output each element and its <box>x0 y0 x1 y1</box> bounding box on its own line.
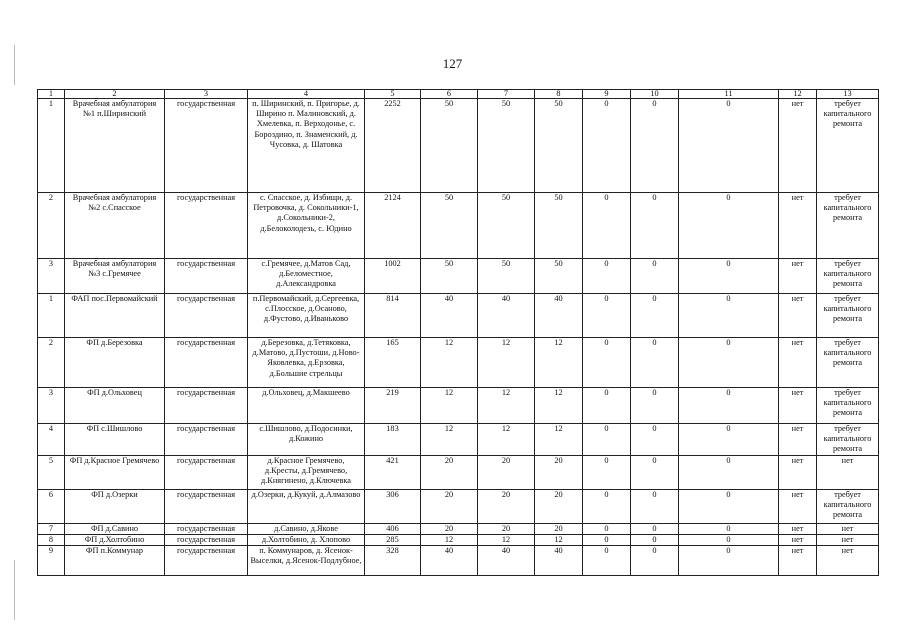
ownership-type: государственная <box>165 455 248 489</box>
value-col-6: 20 <box>421 523 478 534</box>
value-col-12: нет <box>779 489 817 523</box>
value-col-10: 0 <box>631 534 679 545</box>
ownership-type: государственная <box>165 424 248 456</box>
value-col-7: 12 <box>478 534 535 545</box>
served-settlements: д.Красное Гремячево, д.Кресты, д.Гремячево, д.Княгинено, д.Ключевка <box>248 455 365 489</box>
value-col-11: 0 <box>679 99 779 193</box>
population: 183 <box>365 424 421 456</box>
value-col-6: 12 <box>421 338 478 388</box>
value-col-11: 0 <box>679 523 779 534</box>
population: 306 <box>365 489 421 523</box>
repair-status: требует капитального ремонта <box>817 193 879 259</box>
table-row <box>38 534 879 545</box>
column-number: 4 <box>248 90 365 99</box>
value-col-11: 0 <box>679 388 779 424</box>
column-number: 2 <box>65 90 165 99</box>
ownership-type: государственная <box>165 193 248 259</box>
value-col-10: 0 <box>631 99 679 193</box>
table-row <box>38 455 879 489</box>
repair-status: требует капитального ремонта <box>817 424 879 456</box>
facility-name: ФП д.Холтобино <box>65 534 165 545</box>
ownership-type: государственная <box>165 294 248 338</box>
facility-name: ФП д.Красное Гремячево <box>65 455 165 489</box>
value-col-10: 0 <box>631 424 679 456</box>
column-number: 13 <box>817 90 879 99</box>
facilities-table <box>37 89 879 576</box>
value-col-10: 0 <box>631 455 679 489</box>
value-col-11: 0 <box>679 193 779 259</box>
value-col-7: 40 <box>478 294 535 338</box>
value-col-7: 20 <box>478 455 535 489</box>
facility-name: Врачебная амбулатория №3 с.Гремячее <box>65 259 165 294</box>
population: 421 <box>365 455 421 489</box>
facility-name: ФП д.Ольховец <box>65 388 165 424</box>
value-col-8: 12 <box>535 388 583 424</box>
value-col-7: 12 <box>478 424 535 456</box>
served-settlements: п. Ширинский, п. Пригорье, д. Ширино п. Малиновский, д. Хмелевка, п. Верходонье, с. Бороздино, п. Знаменский, д. Чусовка, д. Шатовка <box>248 99 365 193</box>
table-row <box>38 259 879 294</box>
facility-name: ФП д.Савино <box>65 523 165 534</box>
page-number: 127 <box>442 56 463 71</box>
value-col-9: 0 <box>583 338 631 388</box>
served-settlements: п. Коммунаров, д. Ясенок-Выселки, д.Ясенок-Подлубное, <box>248 545 365 575</box>
served-settlements: д.Березовка, д.Тетяковка, д.Матово, д.Пустоши, д.Ново-Яковлевка, д.Ерзовка, д.Большие стрельцы <box>248 338 365 388</box>
value-col-12: нет <box>779 99 817 193</box>
value-col-12: нет <box>779 193 817 259</box>
ownership-type: государственная <box>165 534 248 545</box>
value-col-6: 50 <box>421 259 478 294</box>
value-col-8: 12 <box>535 338 583 388</box>
value-col-7: 50 <box>478 99 535 193</box>
repair-status: требует капитального ремонта <box>817 489 879 523</box>
value-col-7: 12 <box>478 338 535 388</box>
value-col-8: 20 <box>535 523 583 534</box>
value-col-12: нет <box>779 545 817 575</box>
value-col-9: 0 <box>583 294 631 338</box>
value-col-6: 40 <box>421 294 478 338</box>
table-row <box>38 193 879 259</box>
served-settlements: с.Гремячее, д.Матов Сад, д.Беломестное, д.Александровка <box>248 259 365 294</box>
value-col-8: 12 <box>535 534 583 545</box>
value-col-11: 0 <box>679 455 779 489</box>
value-col-8: 20 <box>535 455 583 489</box>
facility-name: ФП д.Березовка <box>65 338 165 388</box>
value-col-8: 50 <box>535 193 583 259</box>
table-row <box>38 545 879 575</box>
value-col-7: 50 <box>478 259 535 294</box>
value-col-8: 40 <box>535 545 583 575</box>
value-col-10: 0 <box>631 193 679 259</box>
column-number: 12 <box>779 90 817 99</box>
row-index: 9 <box>38 545 65 575</box>
repair-status: нет <box>817 545 879 575</box>
value-col-7: 20 <box>478 523 535 534</box>
table-row <box>38 338 879 388</box>
row-index: 5 <box>38 455 65 489</box>
table-row <box>38 388 879 424</box>
value-col-11: 0 <box>679 259 779 294</box>
population: 1002 <box>365 259 421 294</box>
table-row <box>38 424 879 456</box>
repair-status: требует капитального ремонта <box>817 338 879 388</box>
repair-status: нет <box>817 523 879 534</box>
row-index: 2 <box>38 193 65 259</box>
served-settlements: с.Шишлово, д.Подосинки, д.Кожино <box>248 424 365 456</box>
population: 328 <box>365 545 421 575</box>
value-col-10: 0 <box>631 338 679 388</box>
column-number: 11 <box>679 90 779 99</box>
repair-status: требует капитального ремонта <box>817 99 879 193</box>
value-col-12: нет <box>779 523 817 534</box>
value-col-9: 0 <box>583 545 631 575</box>
value-col-6: 12 <box>421 388 478 424</box>
ownership-type: государственная <box>165 338 248 388</box>
value-col-7: 20 <box>478 489 535 523</box>
facility-name: ФП п.Коммунар <box>65 545 165 575</box>
column-number: 7 <box>478 90 535 99</box>
value-col-9: 0 <box>583 424 631 456</box>
repair-status: требует капитального ремонта <box>817 259 879 294</box>
value-col-6: 50 <box>421 99 478 193</box>
repair-status: требует капитального ремонта <box>817 388 879 424</box>
ownership-type: государственная <box>165 99 248 193</box>
column-number: 6 <box>421 90 478 99</box>
repair-status: требует капитального ремонта <box>817 294 879 338</box>
served-settlements: д.Ольховец, д.Макшеево <box>248 388 365 424</box>
scan-edge-mark <box>14 45 15 85</box>
ownership-type: государственная <box>165 259 248 294</box>
repair-status: нет <box>817 455 879 489</box>
table-row <box>38 294 879 338</box>
value-col-10: 0 <box>631 388 679 424</box>
table-body <box>38 99 879 576</box>
value-col-9: 0 <box>583 193 631 259</box>
row-index: 8 <box>38 534 65 545</box>
value-col-7: 12 <box>478 388 535 424</box>
value-col-12: нет <box>779 259 817 294</box>
population: 2252 <box>365 99 421 193</box>
served-settlements: д.Озерки, д.Кукуй, д.Алмазово <box>248 489 365 523</box>
ownership-type: государственная <box>165 489 248 523</box>
value-col-8: 20 <box>535 489 583 523</box>
row-index: 3 <box>38 259 65 294</box>
facility-name: ФАП пос.Первомайский <box>65 294 165 338</box>
population: 219 <box>365 388 421 424</box>
value-col-12: нет <box>779 424 817 456</box>
value-col-12: нет <box>779 455 817 489</box>
facility-name: ФП д.Озерки <box>65 489 165 523</box>
column-number: 3 <box>165 90 248 99</box>
value-col-11: 0 <box>679 294 779 338</box>
facility-name: Врачебная амбулатория №2 с.Спасское <box>65 193 165 259</box>
value-col-12: нет <box>779 388 817 424</box>
value-col-8: 12 <box>535 424 583 456</box>
served-settlements: с. Спасское, д. Избищи, д. Петровочка, д. Сокольники-1, д.Сокольники-2, д.Белоколодезь, с. Юдино <box>248 193 365 259</box>
value-col-7: 50 <box>478 193 535 259</box>
served-settlements: д.Савино, д.Якове <box>248 523 365 534</box>
value-col-9: 0 <box>583 388 631 424</box>
row-index: 3 <box>38 388 65 424</box>
value-col-6: 12 <box>421 424 478 456</box>
served-settlements: д.Холтобино, д. Хлопово <box>248 534 365 545</box>
facility-name: Врачебная амбулатория №1 п.Ширинский <box>65 99 165 193</box>
value-col-7: 40 <box>478 545 535 575</box>
value-col-11: 0 <box>679 338 779 388</box>
column-number: 1 <box>38 90 65 99</box>
value-col-6: 20 <box>421 455 478 489</box>
facility-name: ФП с.Шишлово <box>65 424 165 456</box>
row-index: 1 <box>38 99 65 193</box>
scan-edge-mark <box>14 560 15 620</box>
value-col-6: 20 <box>421 489 478 523</box>
column-number: 5 <box>365 90 421 99</box>
column-number: 9 <box>583 90 631 99</box>
value-col-8: 40 <box>535 294 583 338</box>
value-col-12: нет <box>779 534 817 545</box>
value-col-6: 50 <box>421 193 478 259</box>
value-col-9: 0 <box>583 489 631 523</box>
row-index: 1 <box>38 294 65 338</box>
value-col-11: 0 <box>679 545 779 575</box>
column-number: 10 <box>631 90 679 99</box>
value-col-11: 0 <box>679 534 779 545</box>
value-col-9: 0 <box>583 259 631 294</box>
value-col-11: 0 <box>679 424 779 456</box>
column-number: 8 <box>535 90 583 99</box>
row-index: 4 <box>38 424 65 456</box>
value-col-8: 50 <box>535 259 583 294</box>
table-row <box>38 489 879 523</box>
value-col-10: 0 <box>631 489 679 523</box>
row-index: 2 <box>38 338 65 388</box>
value-col-9: 0 <box>583 99 631 193</box>
value-col-9: 0 <box>583 455 631 489</box>
ownership-type: государственная <box>165 388 248 424</box>
value-col-8: 50 <box>535 99 583 193</box>
population: 285 <box>365 534 421 545</box>
population: 2124 <box>365 193 421 259</box>
table-row <box>38 99 879 193</box>
value-col-11: 0 <box>679 489 779 523</box>
value-col-10: 0 <box>631 523 679 534</box>
value-col-12: нет <box>779 338 817 388</box>
served-settlements: п.Первомайский, д.Сергеевка, с.Плосское, д.Осаново, д.Фустово, д.Иваньково <box>248 294 365 338</box>
value-col-10: 0 <box>631 294 679 338</box>
row-index: 7 <box>38 523 65 534</box>
value-col-9: 0 <box>583 523 631 534</box>
column-number-row <box>38 90 879 99</box>
value-col-10: 0 <box>631 259 679 294</box>
table-row <box>38 523 879 534</box>
value-col-6: 12 <box>421 534 478 545</box>
value-col-6: 40 <box>421 545 478 575</box>
repair-status: нет <box>817 534 879 545</box>
ownership-type: государственная <box>165 523 248 534</box>
row-index: 6 <box>38 489 65 523</box>
value-col-10: 0 <box>631 545 679 575</box>
population: 165 <box>365 338 421 388</box>
value-col-9: 0 <box>583 534 631 545</box>
population: 814 <box>365 294 421 338</box>
population: 406 <box>365 523 421 534</box>
value-col-12: нет <box>779 294 817 338</box>
ownership-type: государственная <box>165 545 248 575</box>
